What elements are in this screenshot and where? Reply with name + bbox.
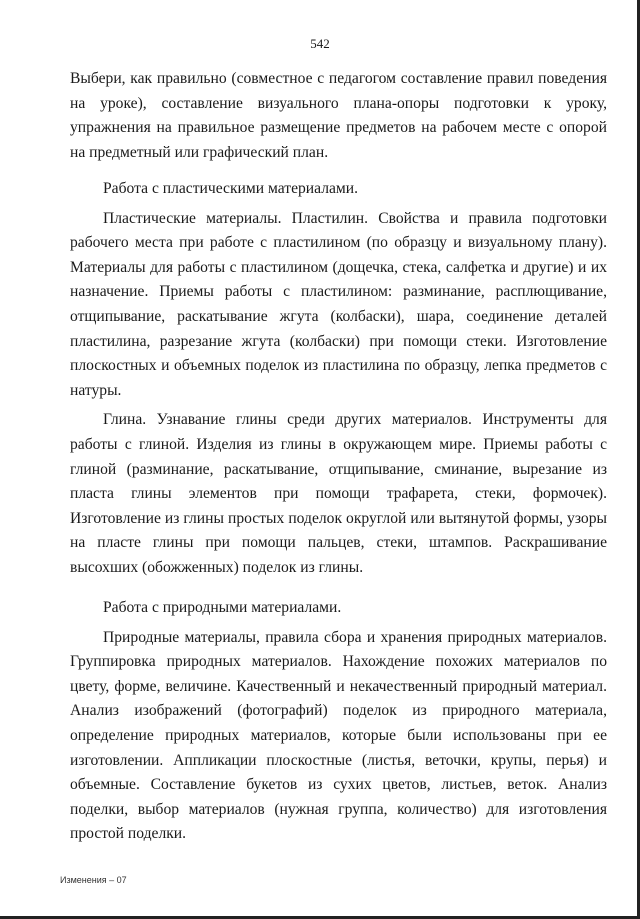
heading-natural-materials: Работа с природными материалами. [103, 599, 342, 616]
clay-paragraph: Глина. Узнавание глины среди других материалов. Инструменты для работы с глиной. Изделия из глины в окружающем мире. Приемы работы с глиной (разминание, раскатывание, отщипывание, сминание, вырезание из пласта глины элементов при помощи трафарета, стеки, формочек). Изготовление из глины простых поделок округлой или вытянутой формы, узоры на пласте глины при помощи пальцев, стеки, штампов. Раскрашивание высохших (обожженных) поделок из глины. [70, 411, 607, 576]
natural-section [70, 591, 607, 847]
intro-paragraph: Выбери, как правильно (совместное с педагогом составление правил поведения на уроке), составление визуального плана-опоры подготовки к уроку, упражнения на правильное размещение предметов на рабочем месте с опорой на предметный или графический план. [70, 70, 607, 161]
natural-paragraph: Природные материалы, правила сбора и хранения природных материалов. Группировка природных материалов. Нахождение похожих материалов по цвету, форме, величине. Качественный и некачественный природный материал. Анализ изображений (фотографий) поделок из природного материала, определение природных материалов, которые были использованы при ее изготовлении. Аппликации плоскостные (листья, веточки, крупы, перья) и объемные. Составление букетов из сухих цветов, листьев, веток. Анализ поделки, выбор материалов (нужная группа, количество) для изготовления простой поделки. [70, 628, 607, 843]
heading-plastic-materials: Работа с пластическими материалами. [103, 180, 359, 197]
page-number: 542 [310, 36, 330, 51]
plasticine-paragraph: Пластические материалы. Пластилин. Свойства и правила подготовки рабочего места при работе с пластилином (по образцу и визуальному плану). Материалы для работы с пластилином (дощечка, стека, салфетка и другие) и их назначение. Приемы работы с пластилином: разминание, расплющивание, отщипывание, раскатывание жгута (колбаски), шара, соединение деталей пластилина, разрезание жгута (колбаски) при помощи стеки. Изготовление плоскостных и объемных поделок из пластилина по образцу, лепка предметов с натуры. [70, 209, 607, 399]
plastic-section [70, 172, 607, 581]
intro-block [70, 67, 607, 165]
revision-note: Изменения – 07 [60, 875, 127, 885]
